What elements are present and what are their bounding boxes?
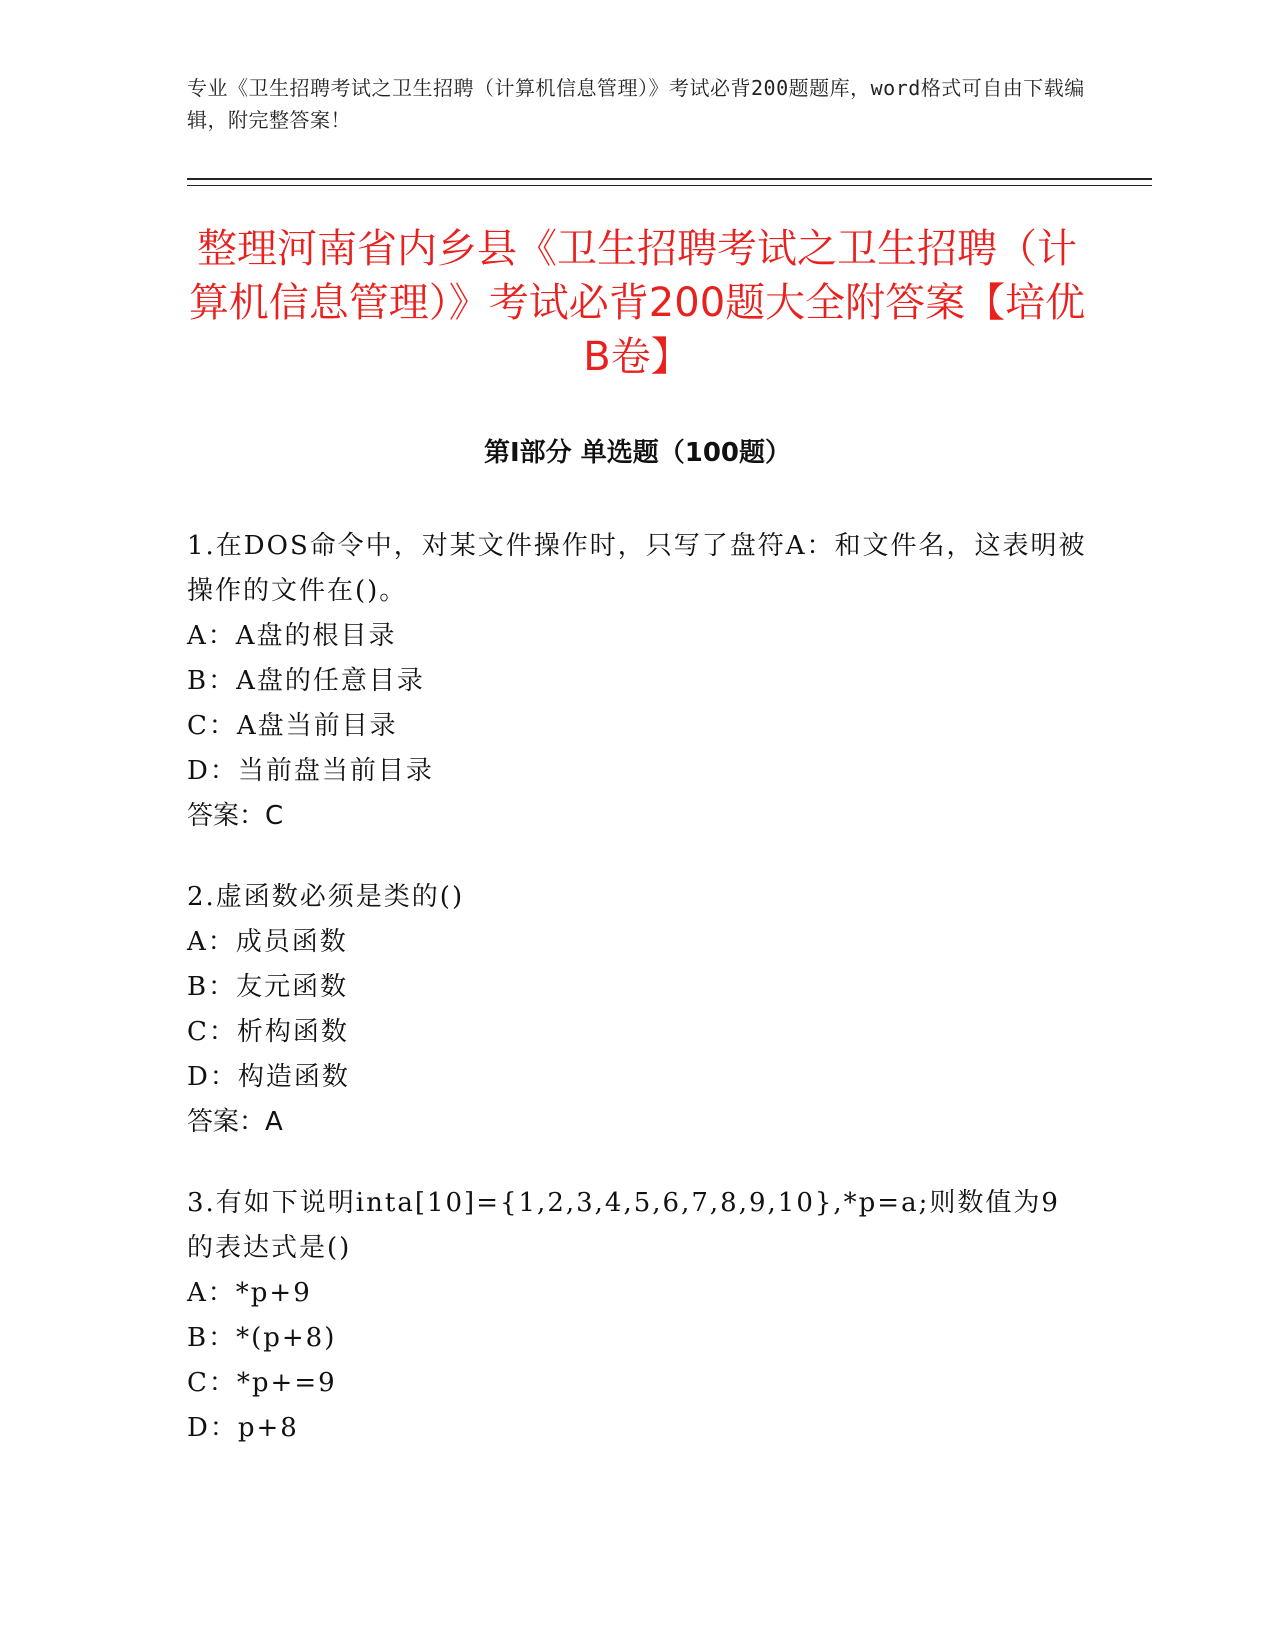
option-c: C：A盘当前目录 (187, 711, 398, 741)
question-2 (187, 875, 1087, 1145)
document-title: 整理河南省内乡县《卫生招聘考试之卫生招聘（计算机信息管理）》考试必背200题大全附答案【培优B卷】 (188, 226, 1086, 380)
header-divider-thin (187, 185, 1152, 186)
question-list (187, 524, 1087, 1487)
question-stem: 2.虚函数必须是类的() (187, 882, 465, 912)
question-1 (187, 524, 1087, 839)
header-divider (187, 178, 1152, 180)
option-d: D：构造函数 (187, 1062, 350, 1092)
option-c: C：*p+=9 (187, 1368, 337, 1398)
option-a: A：*p+9 (187, 1278, 312, 1308)
question-stem: 1.在DOS命令中，对某文件操作时，只写了盘符A：和文件名，这表明被操作的文件在()。 (187, 531, 1087, 606)
section-title: 第Ⅰ部分 单选题（100题） (484, 438, 791, 468)
option-a: A：A盘的根目录 (187, 621, 397, 651)
option-d: D：当前盘当前目录 (187, 756, 434, 786)
option-c: C：析构函数 (187, 1017, 349, 1047)
answer: 答案：A (187, 1107, 283, 1137)
answer: 答案：C (187, 801, 284, 831)
option-b: B：*(p+8) (187, 1323, 337, 1353)
option-b: B：A盘的任意目录 (187, 666, 425, 696)
header-note: 专业《卫生招聘考试之卫生招聘（计算机信息管理）》考试必背200题题库，word格式可自由下载编辑，附完整答案！ (187, 76, 1085, 132)
question-3 (187, 1181, 1087, 1451)
option-a: A：成员函数 (187, 927, 348, 957)
option-b: B：友元函数 (187, 972, 349, 1002)
option-d: D：p+8 (187, 1413, 299, 1443)
question-stem: 3.有如下说明inta[10]={1,2,3,4,5,6,7,8,9,10},*p=a;则数值为9的表达式是() (187, 1188, 1060, 1263)
